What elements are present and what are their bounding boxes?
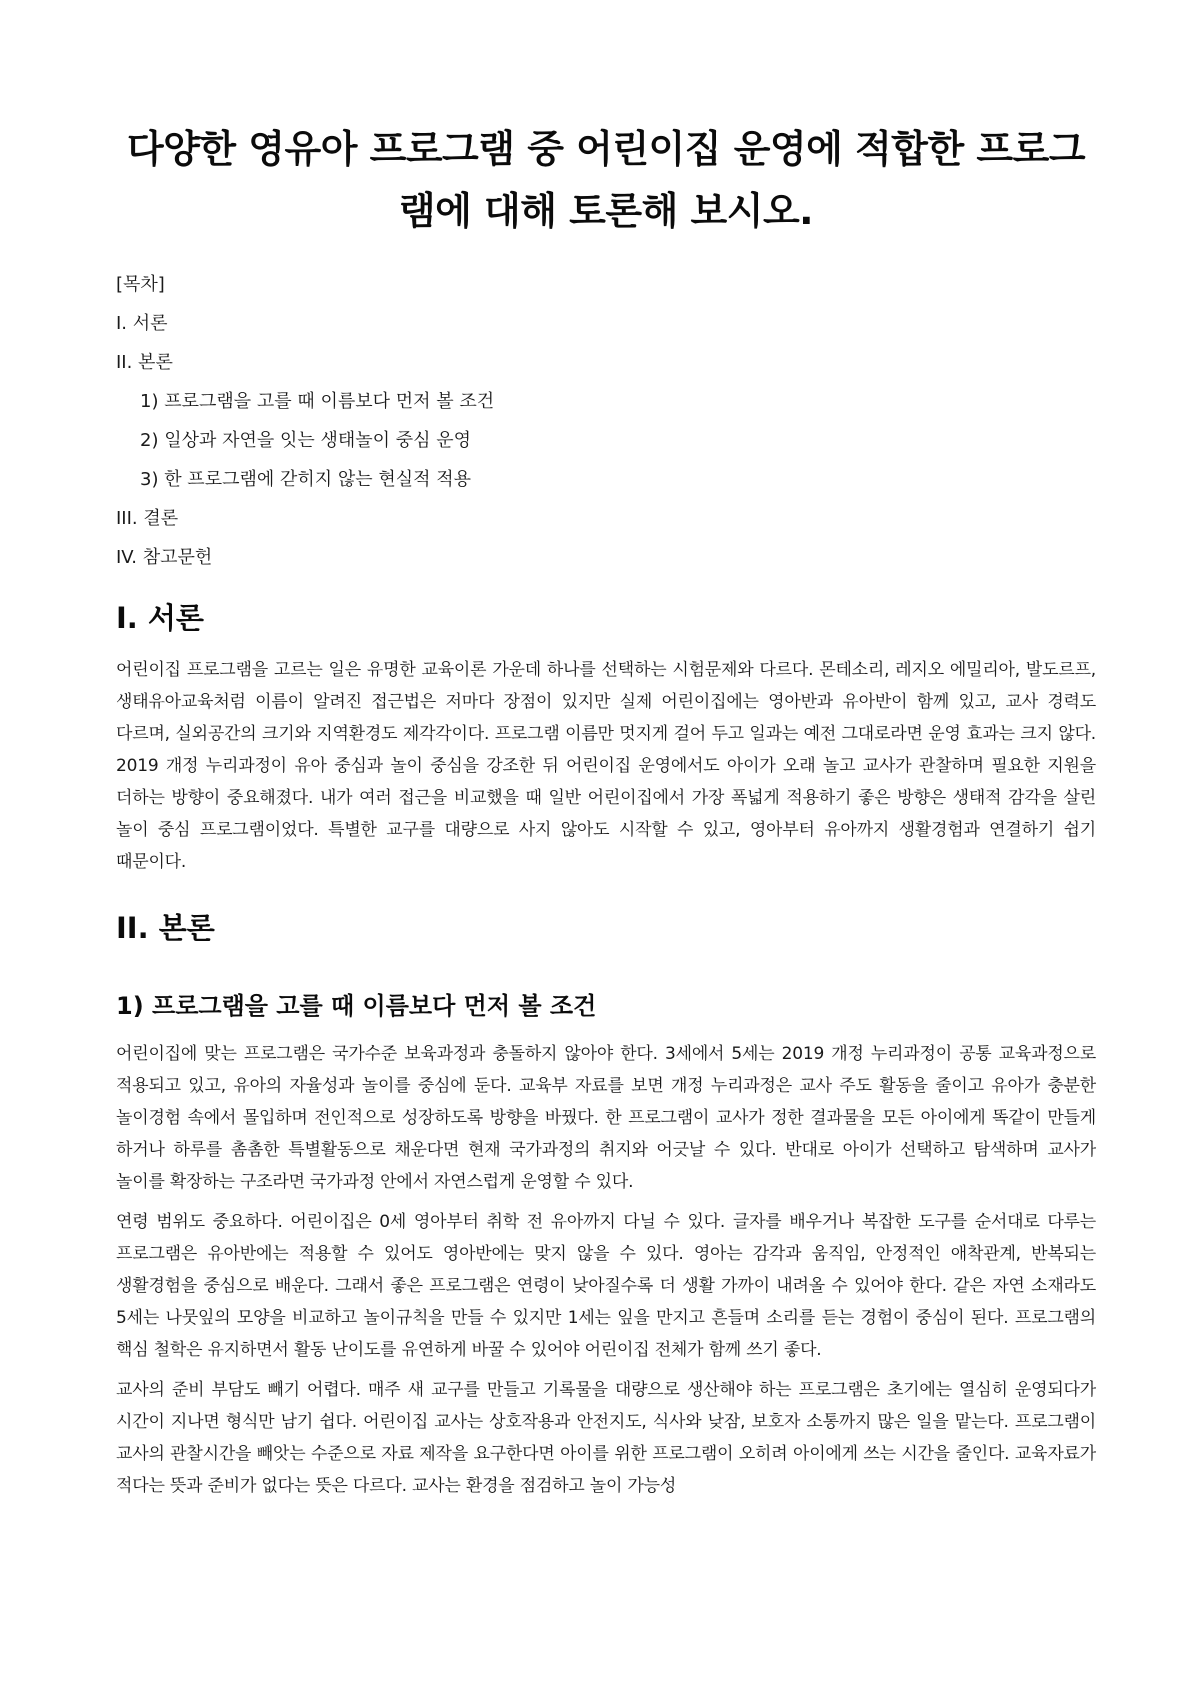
toc-item-conclusion: III. 결론 (116, 508, 179, 529)
body-paragraph: 어린이집에 맞는 프로그램은 국가수준 보육과정과 충돌하지 않아야 한다. 3세에서 5세는 2019 개정 누리과정이 공통 교육과정으로 적용되고 있고, 유아의 자율성과 놀이를 중심에 둔다. 교육부 자료를 보면 개정 누리과정은 교사 주도 활동을 줄이고 유아가 충분한 놀이경험 속에서 몰입하며 전인적으로 성장하도록 방향을 바꿨다. 한 프로그램이 교사가 정한 결과물을 모든 아이에게 똑같이 만들게 하거나 하루를 촘촘한 특별활동으로 채운다면 현재 국가과정의 취지와 어긋날 수 있다. 반대로 아이가 선택하고 탐색하며 교사가 놀이를 확장하는 구조라면 국가과정 안에서 자연스럽게 운영할 수 있다. (116, 1044, 1096, 1192)
toc-item-references: IV. 참고문헌 (116, 547, 213, 568)
body-paragraph: 연령 범위도 중요하다. 어린이집은 0세 영아부터 취학 전 유아까지 다닐 수 있다. 글자를 배우거나 복잡한 도구를 순서대로 다루는 프로그램은 유아반에는 적용할 수 있어도 영아반에는 맞지 않을 수 있다. 영아는 감각과 움직임, 안정적인 애착관계, 반복되는 생활경험을 중심으로 배운다. 그래서 좋은 프로그램은 연령이 낮아질수록 더 생활 가까이 내려올 수 있어야 한다. 같은 자연 소재라도 5세는 나뭇잎의 모양을 비교하고 놀이규칙을 만들 수 있지만 1세는 잎을 만지고 흔들며 소리를 듣는 경험이 중심이 된다. 프로그램의 핵심 철학은 유지하면서 활동 난이도를 유연하게 바꿀 수 있어야 어린이집 전체가 함께 쓰기 좋다. (116, 1212, 1096, 1360)
table-of-contents (116, 272, 1096, 570)
toc-item-intro: I. 서론 (116, 313, 168, 334)
subsection-heading-1: 1) 프로그램을 고를 때 이름보다 먼저 볼 조건 (116, 992, 597, 1020)
toc-item-body-1: 1) 프로그램을 고를 때 이름보다 먼저 볼 조건 (140, 391, 495, 412)
toc-item-body-3: 3) 한 프로그램에 갇히지 않는 현실적 적용 (140, 469, 472, 490)
body-paragraph: 교사의 준비 부담도 빼기 어렵다. 매주 새 교구를 만들고 기록물을 대량으로 생산해야 하는 프로그램은 초기에는 열심히 운영되다가 시간이 지나면 형식만 남기 쉽다. 어린이집 교사는 상호작용과 안전지도, 식사와 낮잠, 보호자 소통까지 많은 일을 맡는다. 프로그램이 교사의 관찰시간을 빼앗는 수준으로 자료 제작을 요구한다면 아이를 위한 프로그램이 오히려 아이에게 쓰는 시간을 줄인다. 교육자료가 적다는 뜻과 준비가 없다는 뜻은 다르다. 교사는 환경을 점검하고 놀이 가능성 (116, 1380, 1096, 1496)
document-title: 다양한 영유아 프로그램 중 어린이집 운영에 적합한 프로그램에 대해 토론해 보시오. (126, 127, 1086, 233)
toc-item-body-2: 2) 일상과 자연을 잇는 생태놀이 중심 운영 (140, 430, 472, 451)
intro-paragraph: 어린이집 프로그램을 고르는 일은 유명한 교육이론 가운데 하나를 선택하는 시험문제와 다르다. 몬테소리, 레지오 에밀리아, 발도르프, 생태유아교육처럼 이름이 알려진 접근법은 저마다 장점이 있지만 실제 어린이집에는 영아반과 유아반이 함께 있고, 교사 경력도 다르며, 실외공간의 크기와 지역환경도 제각각이다. 프로그램 이름만 멋지게 걸어 두고 일과는 예전 그대로라면 운영 효과는 크지 않다. 2019 개정 누리과정이 유아 중심과 놀이 중심을 강조한 뒤 어린이집 운영에서도 아이가 오래 놀고 교사가 관찰하며 필요한 지원을 더하는 방향이 중요해졌다. 내가 여러 접근을 비교했을 때 일반 어린이집에서 가장 폭넓게 적용하기 좋은 방향은 생태적 감각을 살린 놀이 중심 프로그램이었다. 특별한 교구를 대량으로 사지 않아도 시작할 수 있고, 영아부터 유아까지 생활경험과 연결하기 쉽기 때문이다. (116, 660, 1096, 872)
toc-heading: [목차] (116, 274, 165, 295)
section-heading-intro: I. 서론 (116, 601, 204, 635)
toc-item-body: II. 본론 (116, 352, 173, 373)
section-heading-body: II. 본론 (116, 911, 215, 945)
